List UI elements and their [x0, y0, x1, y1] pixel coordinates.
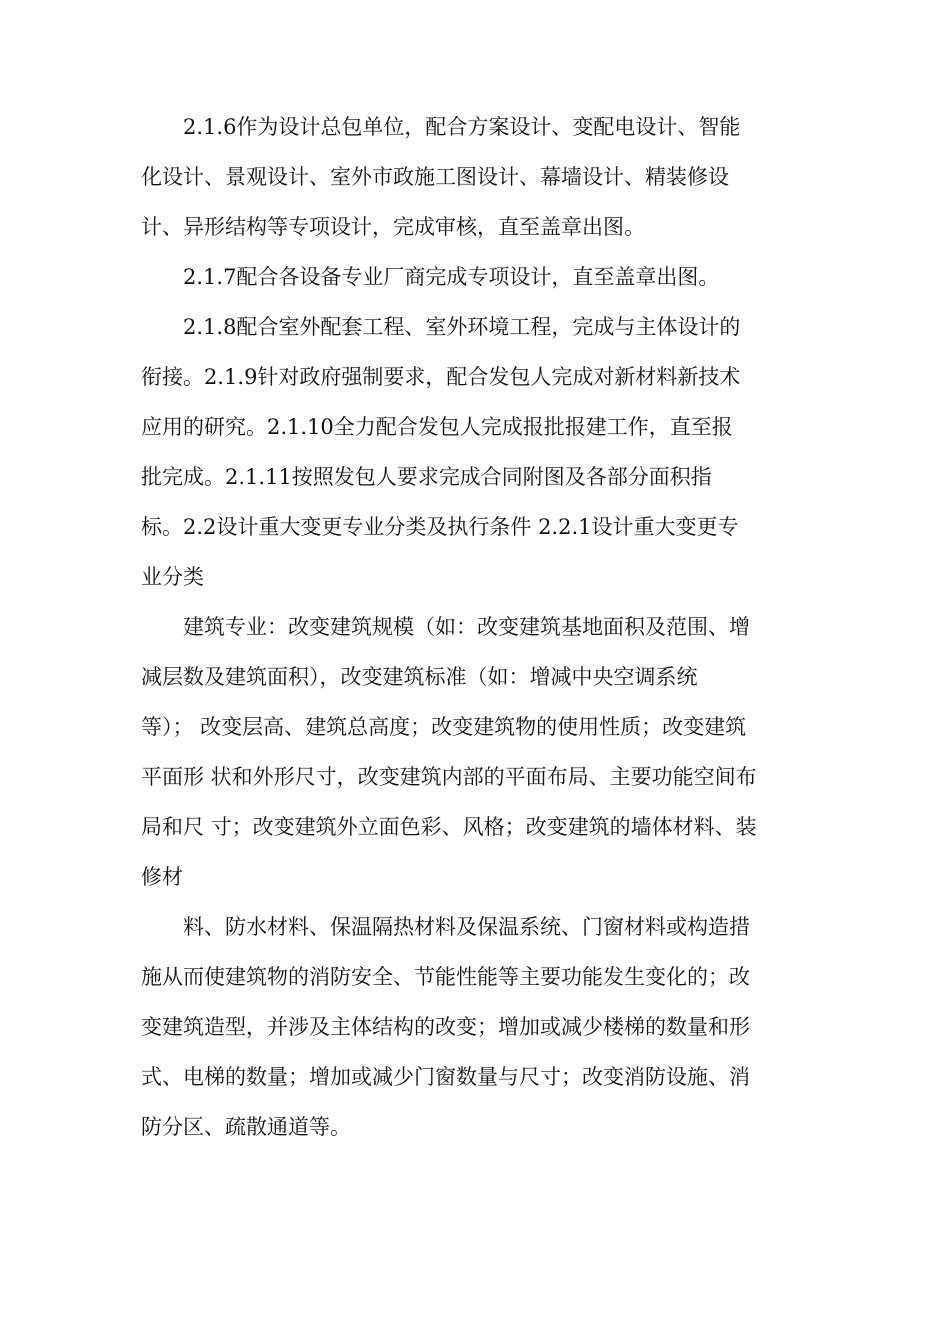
text-line: 减层数及建筑面积），改变建筑标准（如：增减中央空调系统: [141, 665, 698, 689]
text-line: 2.1.7配合各设备专业厂商完成专项设计，直至盖章出图。: [183, 265, 720, 289]
text-line: 平面形 状和外形尺寸，改变建筑内部的平面布局、主要功能空间布: [141, 765, 757, 789]
paragraph-2-1-8: [141, 302, 806, 602]
paragraph-2-1-7: [141, 252, 806, 302]
document-body: [141, 102, 806, 1152]
text-line: 局和尺 寸；改变建筑外立面色彩、风格；改变建筑的墙体材料、装: [141, 815, 757, 839]
text-line: 标。2.2设计重大变更专业分类及执行条件 2.2.1设计重大变更专: [141, 515, 739, 539]
text-line: 2.1.8配合室外配套工程、室外环境工程，完成与主体设计的: [183, 315, 741, 339]
paragraph-2-1-6: [141, 102, 806, 252]
paragraph-architecture: [141, 602, 806, 902]
paragraph-materials: [141, 902, 806, 1152]
text-line: 计、异形结构等专项设计，完成审核，直至盖章出图。: [141, 215, 645, 239]
text-line: 应用的研究。2.1.10全力配合发包人完成报批报建工作，直至报: [141, 415, 733, 439]
text-line: 批完成。2.1.11按照发包人要求完成合同附图及各部分面积指: [141, 465, 712, 489]
text-line: 料、防水材料、保温隔热材料及保温系统、门窗材料或构造措: [183, 915, 750, 939]
text-line: 修材: [141, 865, 183, 889]
text-line: 建筑专业：改变建筑规模（如：改变建筑基地面积及范围、增: [183, 615, 750, 639]
text-line: 变建筑造型，并涉及主体结构的改变；增加或减少楼梯的数量和形: [141, 1015, 750, 1039]
text-line: 等）； 改变层高、建筑总高度；改变建筑物的使用性质；改变建筑: [141, 715, 747, 739]
text-line: 衔接。2.1.9针对政府强制要求，配合发包人完成对新材料新技术: [141, 365, 741, 389]
text-line: 式、电梯的数量；增加或减少门窗数量与尺寸；改变消防设施、消: [141, 1065, 750, 1089]
text-line: 防分区、疏散通道等。: [141, 1115, 351, 1139]
text-line: 施从而使建筑物的消防安全、节能性能等主要功能发生变化的；改: [141, 965, 750, 989]
text-line: 化设计、景观设计、室外市政施工图设计、幕墙设计、精装修设: [141, 165, 729, 189]
text-line: 2.1.6作为设计总包单位，配合方案设计、变配电设计、智能: [183, 115, 741, 139]
text-line: 业分类: [141, 565, 204, 589]
